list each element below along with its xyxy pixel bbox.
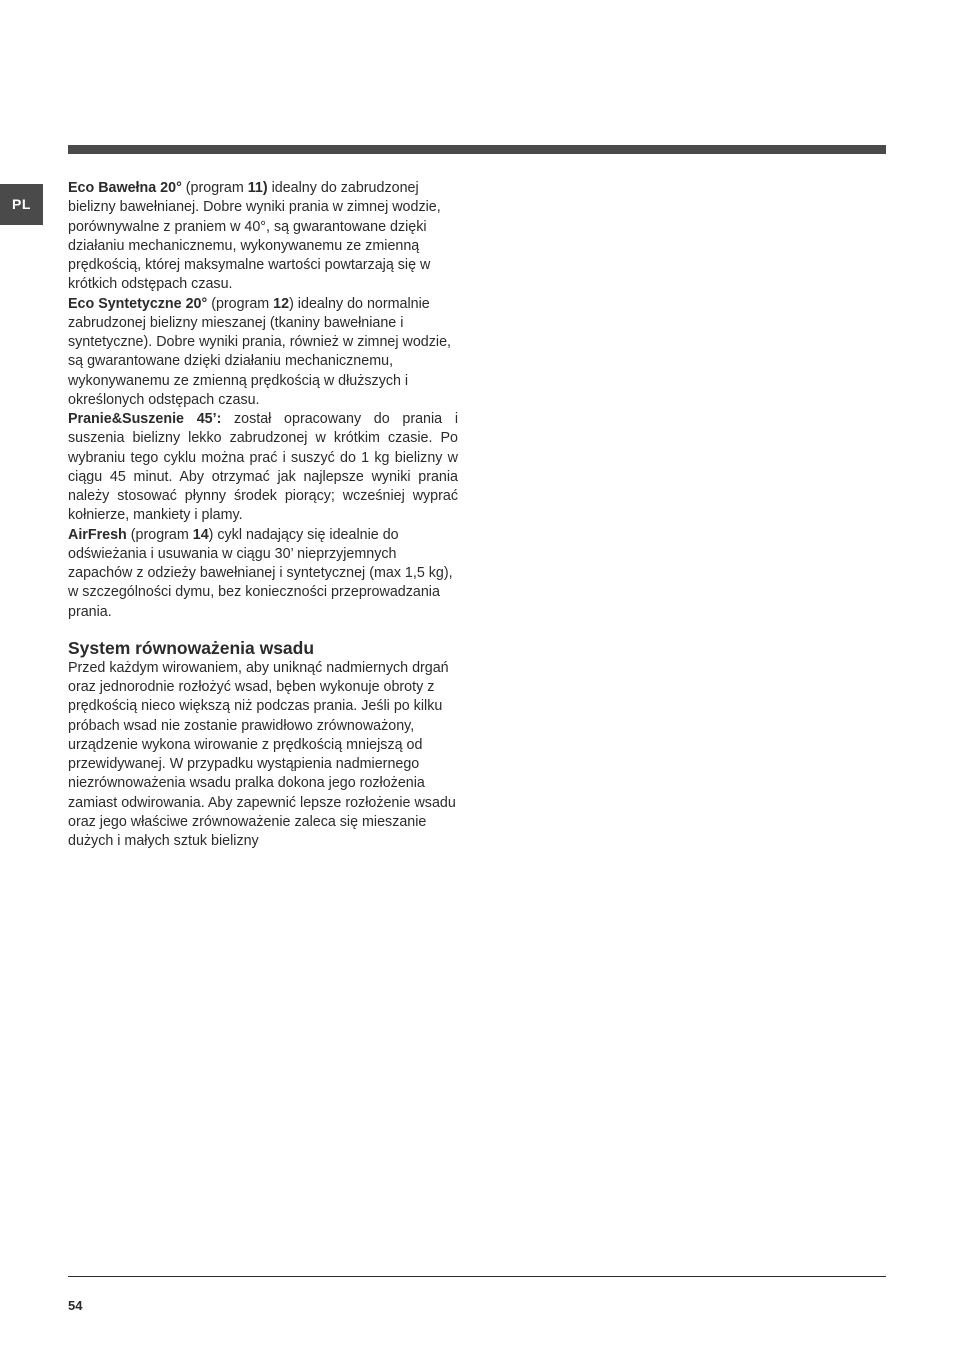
program-number: 14 [192,526,209,543]
program-eco-cotton [68,179,458,295]
page-number: 54 [68,1298,83,1313]
language-tab: PL [0,184,43,225]
program-description: ) idealny do normalnie zabrudzonej bielizny mieszanej (tkaniny bawełniane i syntetyczne). Dobre wyniki prania, również w zimnej wodzie, są gwarantowane dzięki działaniu mechanicznemu, wykonywanemu ze zmienną prędkością w dłuższych i określonych odstępach czasu. [68,295,451,408]
program-number: 12 [273,295,290,312]
footer-rule [68,1276,886,1277]
program-prefix: (program [126,526,193,543]
section-body: Przed każdym wirowaniem, aby uniknąć nadmiernych drgań oraz jednorodnie rozłożyć wsad, bęben wykonuje obroty z prędkością nieco większą niż podczas prania. Jeśli po kilku próbach wsad nie zostanie prawidłowo zrównoważony, urządzenie wykona wirowanie z prędkością mniejszą od przewidywanej. W przypadku wystąpienia nadmiernego niezrównoważenia wsadu pralka dokona jego rozłożenia zamiast odwirowania. Aby zapewnić lepsze rozłożenie wsadu oraz jego właściwe zrównoważenie zaleca się mieszanie dużych i małych sztuk bielizny [68,659,456,849]
program-number: 11) [247,180,268,196]
header-rule [68,145,886,154]
program-description: idealny do zabrudzonej bielizny bawełnianej. Dobre wyniki prania w zimnej wodzie, porównywalne z praniem w 40°, są gwarantowane dzięki działaniu mechanicznemu, wykonywanemu ze zmienną prędkością, której maksymalne wartości powtarzają się w krótkich odstępach czasu. [68,180,441,293]
program-name: AirFresh [68,526,127,543]
program-eco-synthetic [68,295,458,411]
program-prefix: (program [207,295,274,312]
program-wash-dry [68,410,458,526]
program-name: Eco Syntetyczne 20° [68,295,208,312]
program-description: został opracowany do prania i suszenia bielizny lekko zabrudzonej w krótkim czasie. Po wybraniu tego cyklu można prać i suszyć do 1 kg bielizny w ciągu 45 minut. Aby otrzymać jak najlepsze wyniki prania należy stosować płynny środek piorący; wcześniej wyprać kołnierze, mankiety i plamy. [68,411,458,524]
section-heading: System równoważenia wsadu [68,637,315,658]
program-prefix: (program [181,180,248,196]
main-text-column [68,179,458,851]
program-description: ) cykl nadający się idealnie do odświeżania i usuwania w ciągu 30’ nieprzyjemnych zapachów z odzieży bawełnianej i syntetycznej (max 1,5 kg), w szczególności dymu, bez konieczności przeprowadzania prania. [68,526,453,620]
program-name: Pranie&Suszenie 45’: [68,411,222,427]
program-name: Eco Bawełna 20° [68,180,182,196]
program-airfresh [68,526,458,622]
